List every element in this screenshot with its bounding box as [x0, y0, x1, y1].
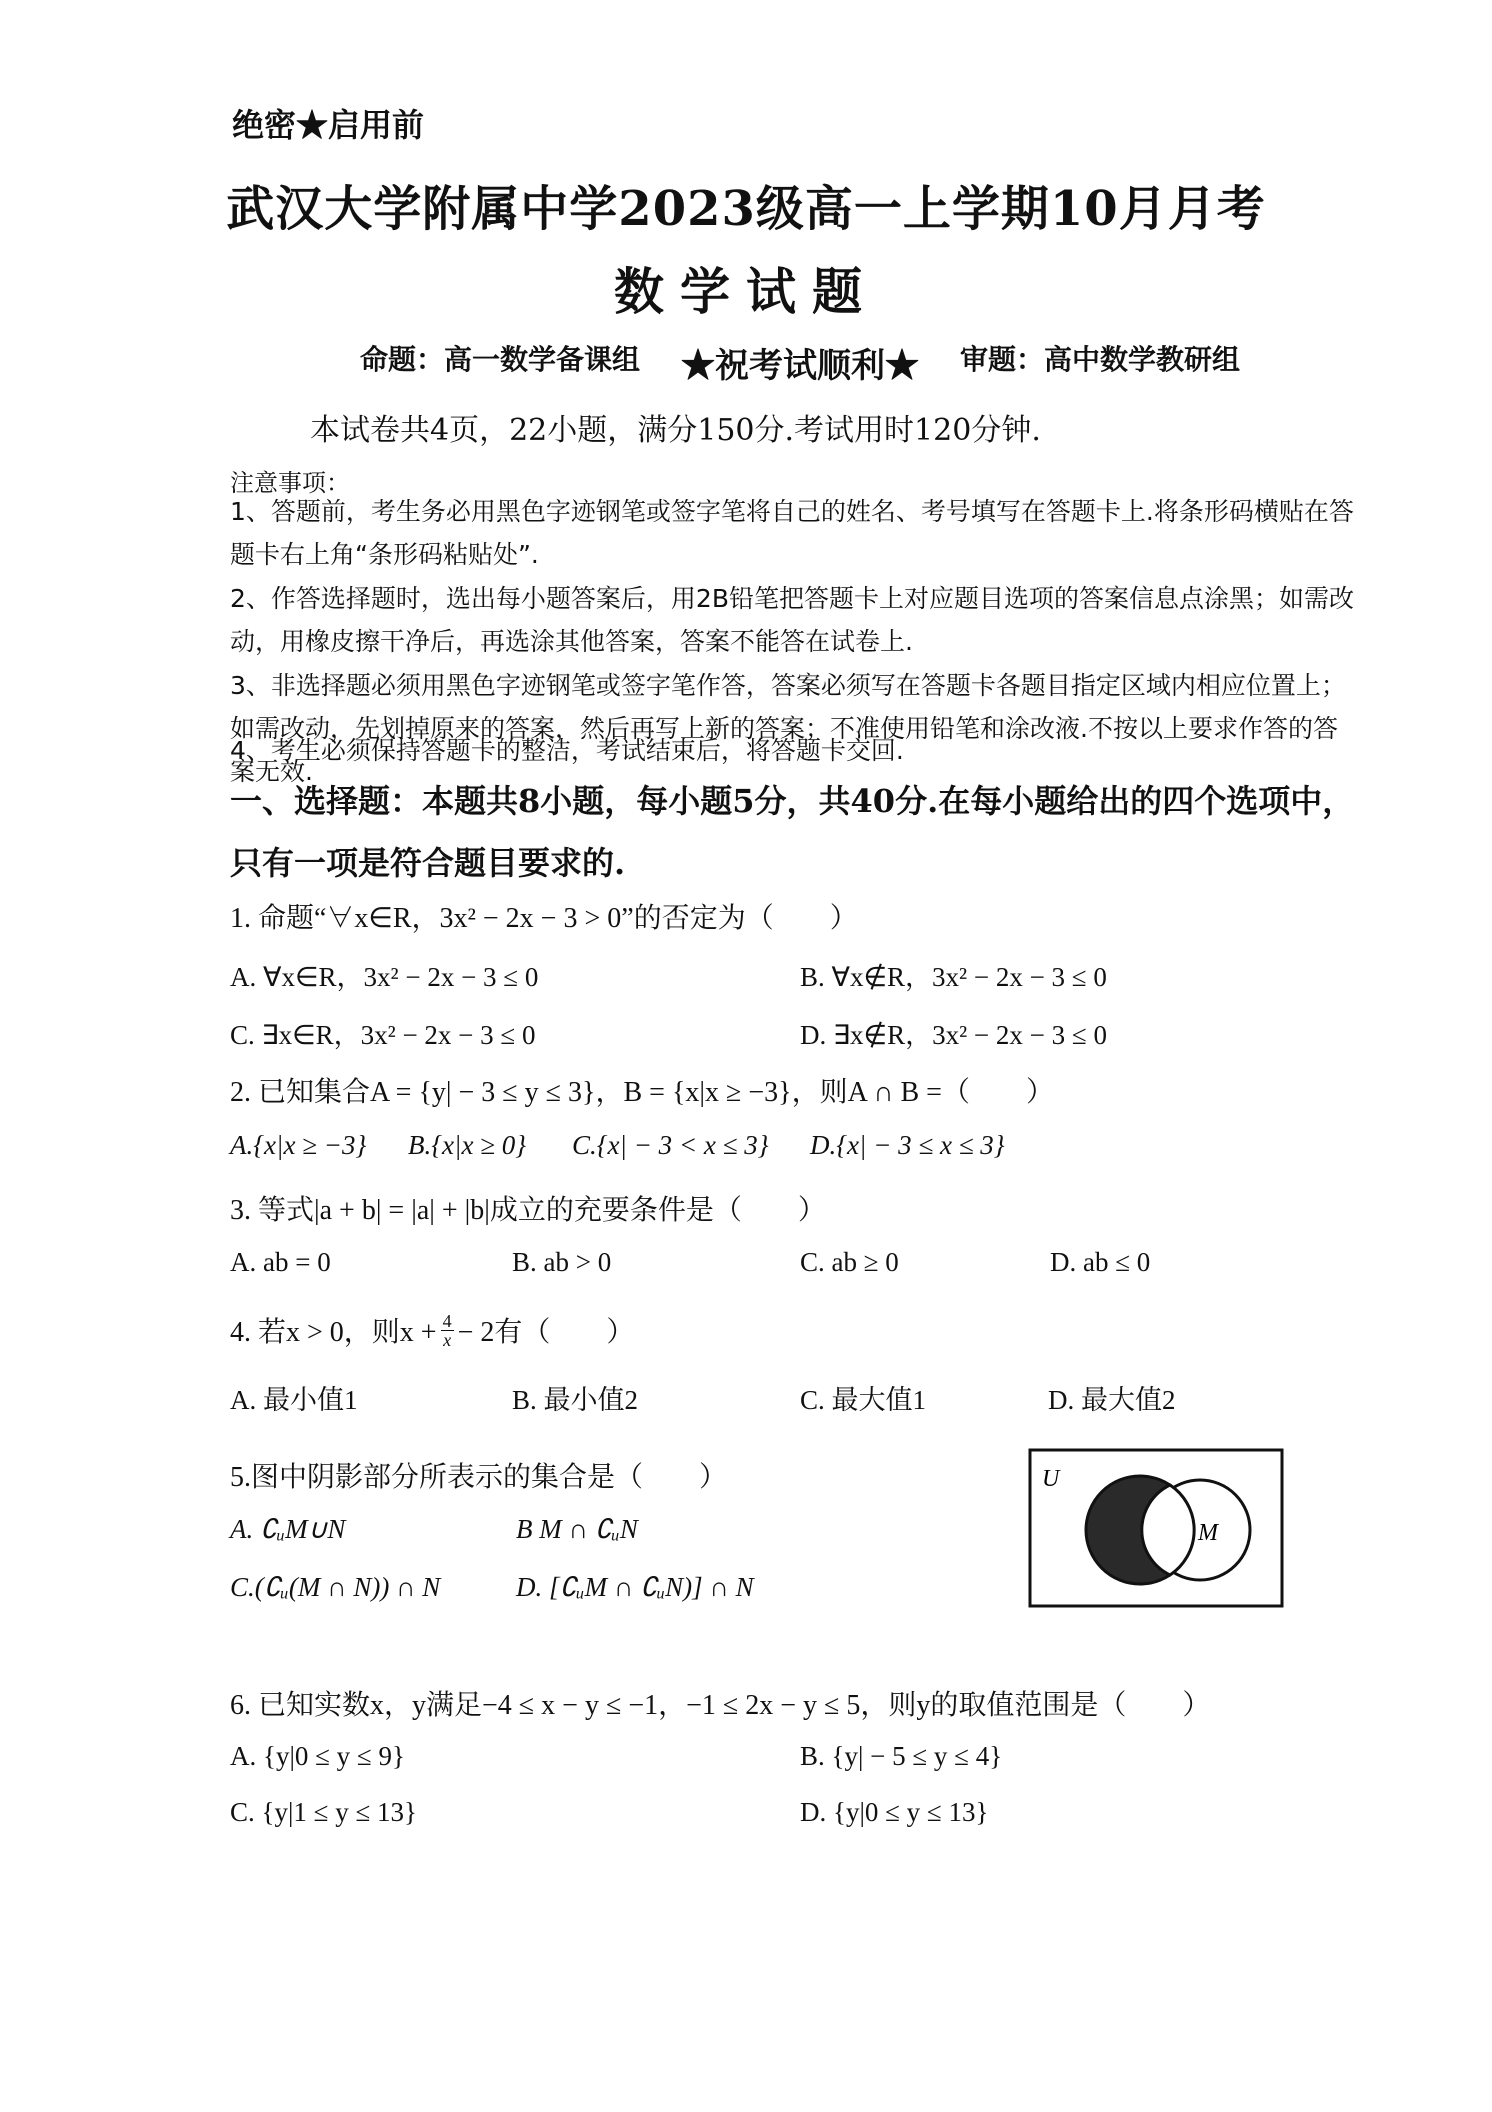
wish-label: ★祝考试顺利★	[681, 346, 919, 386]
confidential-label: 绝密★启用前	[232, 106, 425, 144]
question-2-option-d: D.{x| − 3 ≤ x ≤ 3}	[810, 1130, 1005, 1160]
question-5-option-d: D. [∁ᵤM ∩ ∁ᵤN)] ∩ N	[516, 1572, 754, 1602]
notice-title: 注意事项：	[230, 469, 350, 497]
venn-diagram	[1028, 1448, 1284, 1608]
question-2-option-a: A.{x|x ≥ −3}	[230, 1130, 367, 1160]
question-5-option-b: B M ∩ ∁ᵤN	[516, 1514, 638, 1544]
question-4-stem-pre: 4. 若x > 0，则x +	[230, 1317, 437, 1348]
question-5-stem: 5.图中阴影部分所表示的集合是（ ）	[230, 1462, 728, 1493]
notice-item-2: 2、作答选择题时，选出每小题答案后，用2B铅笔把答题卡上对应题目选项的答案信息点涂黑；如需改动，用橡皮擦干净后，再选涂其他答案，答案不能答在试卷上.	[230, 584, 1354, 656]
question-5-option-c: C.(∁ᵤ(M ∩ N)) ∩ N	[230, 1572, 441, 1602]
exam-info: 本试卷共4页，22小题，满分150分.考试用时120分钟.	[310, 413, 1041, 448]
question-6-option-d: D. {y|0 ≤ y ≤ 13}	[800, 1797, 989, 1827]
author-label: 命题：高一数学备课组	[360, 343, 641, 376]
u-label: U	[1042, 1466, 1060, 1492]
question-4-option-c: C. 最大值1	[800, 1385, 927, 1415]
question-1-option-b: B. ∀x∉R，3x² − 2x − 3 ≤ 0	[800, 962, 1107, 992]
question-2-option-c: C.{x| − 3 < x ≤ 3}	[572, 1130, 769, 1160]
exam-title: 武汉大学附属中学2023级高一上学期10月月考	[226, 181, 1266, 237]
question-6-stem: 6. 已知实数x，y满足−4 ≤ x − y ≤ −1，−1 ≤ 2x − y ≤ 5，则y的取值范围是（ ）	[230, 1690, 1211, 1721]
question-6-option-c: C. {y|1 ≤ y ≤ 13}	[230, 1797, 417, 1827]
fraction-denominator: x	[443, 1329, 452, 1350]
question-3-option-c: C. ab ≥ 0	[800, 1247, 899, 1277]
question-4-option-b: B. 最小值2	[512, 1385, 639, 1415]
question-3-option-d: D. ab ≤ 0	[1050, 1247, 1151, 1277]
question-1-stem: 1. 命题“∀x∈R，3x² − 2x − 3 > 0”的否定为（ ）	[230, 903, 858, 934]
credits-row	[360, 338, 1240, 387]
question-1-option-c: C. ∃x∈R，3x² − 2x − 3 ≤ 0	[230, 1020, 536, 1050]
question-6-option-b: B. {y| − 5 ≤ y ≤ 4}	[800, 1741, 1003, 1771]
question-4-stem-post: − 2有（ ）	[457, 1317, 635, 1348]
m-label: M	[1198, 1520, 1218, 1546]
fraction-numerator: 4	[442, 1310, 452, 1331]
question-3-stem: 3. 等式|a + b| = |a| + |b|成立的充要条件是（ ）	[230, 1195, 826, 1226]
question-4-option-a: A. 最小值1	[230, 1385, 358, 1415]
notice-item-4: 4、考生必须保持答题卡的整洁，考试结束后，将答题卡交回.	[230, 736, 904, 765]
question-2-stem: 2. 已知集合A = {y| − 3 ≤ y ≤ 3}，B = {x|x ≥ −3}，则A ∩ B =（ ）	[230, 1077, 1054, 1108]
question-4-fraction	[441, 1312, 454, 1349]
exam-subject: 数学试题	[614, 262, 878, 321]
question-4-stem	[230, 1310, 634, 1350]
question-6-option-a: A. {y|0 ≤ y ≤ 9}	[230, 1741, 405, 1771]
notice-item-3: 3、非选择题必须用黑色字迹钢笔或签字笔作答，答案必须写在答题卡各题目指定区域内相应位置上；如需改动，先划掉原来的答案，然后再写上新的答案；不准使用铅笔和涂改液.不按以上要求作答的答案无效.	[230, 671, 1346, 786]
notice-item-1: 1、答题前，考生务必用黑色字迹钢笔或签字笔将自己的姓名、考号填写在答题卡上.将条形码横贴在答题卡右上角“条形码粘贴处”.	[230, 497, 1354, 569]
question-1-option-a: A. ∀x∈R，3x² − 2x − 3 ≤ 0	[230, 962, 539, 992]
question-3-option-a: A. ab = 0	[230, 1247, 331, 1277]
question-1-option-d: D. ∃x∉R，3x² − 2x − 3 ≤ 0	[800, 1020, 1107, 1050]
question-2-option-b: B.{x|x ≥ 0}	[408, 1130, 527, 1160]
question-3-option-b: B. ab > 0	[512, 1247, 612, 1277]
section-heading: 一、选择题：本题共8小题，每小题5分，共40分.在每小题给出的四个选项中，只有一项是符合题目要求的.	[230, 782, 1355, 882]
question-4-option-d: D. 最大值2	[1048, 1385, 1176, 1415]
reviewer-label: 审题：高中数学教研组	[959, 343, 1240, 376]
question-5-option-a: A. ∁ᵤM∪N	[230, 1514, 346, 1544]
